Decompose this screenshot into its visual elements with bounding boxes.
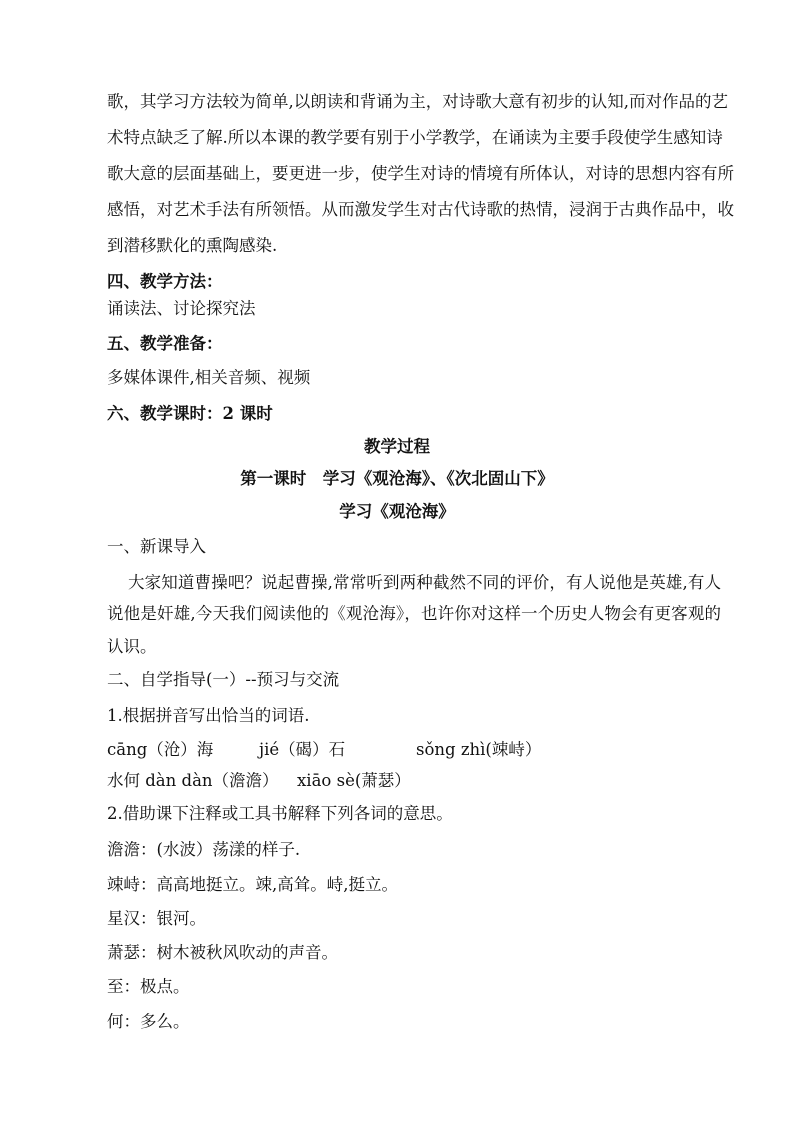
definition-item: 澹澹：(水波）荡漾的样子. [107, 840, 301, 859]
section5-heading: 五、教学准备： [107, 334, 223, 353]
pinyin-row-1 [107, 738, 541, 762]
pinyin-row-2 [107, 769, 411, 793]
section4-content: 诵读法、讨论探究法 [107, 299, 256, 318]
definition-item: 星汉：银河。 [107, 909, 206, 928]
question-1: 1.根据拼音写出恰当的词语. [107, 706, 310, 725]
pinyin-item: cāng（沧）海 [107, 740, 214, 759]
process-title: 教学过程 [364, 437, 430, 456]
pinyin-item: sǒng zhì(竦峙） [416, 740, 542, 759]
pinyin-item: jié（碣）石 [259, 740, 346, 759]
definition-item: 竦峙：高高地挺立。竦,高耸。峙,挺立。 [107, 875, 398, 894]
intro-line-3: 歌大意的层面基础上，要更进一步，使学生对诗的情境有所体认，对诗的思想内容有所 [107, 164, 734, 183]
part2-heading: 二、自学指导(一）--预习与交流 [107, 670, 340, 689]
pinyin-item: 水何 dàn dàn（澹澹） [107, 771, 279, 790]
lesson-title: 第一课时 学习《观沧海》、《次北固山下》 [240, 469, 554, 488]
sub-title: 学习《观沧海》 [339, 502, 455, 521]
pinyin-item: xiāo sè(萧瑟） [297, 771, 411, 790]
intro-line-5: 到潜移默化的熏陶感染. [107, 236, 278, 255]
section6-heading: 六、教学课时：2 课时 [107, 404, 273, 423]
part1-line-1: 大家知道曹操吧？说起曹操,常常听到两种截然不同的评价，有人说他是英雄,有人 [128, 573, 721, 592]
question-2: 2.借助课下注释或工具书解释下列各词的意思。 [107, 804, 453, 823]
part1-heading: 一、新课导入 [107, 537, 206, 556]
section5-content: 多媒体课件,相关音频、视频 [107, 368, 311, 387]
intro-line-2: 术特点缺乏了解.所以本课的教学要有别于小学教学，在诵读为主要手段使学生感知诗 [107, 128, 723, 147]
part1-line-3: 认识。 [107, 637, 157, 656]
intro-line-4: 感悟，对艺术手法有所领悟。从而激发学生对古代诗歌的热情，浸润于古典作品中，收 [107, 200, 734, 219]
intro-line-1: 歌，其学习方法较为简单,以朗读和背诵为主，对诗歌大意有初步的认知,而对作品的艺 [107, 92, 728, 111]
definition-item: 何：多么。 [107, 1012, 190, 1031]
definition-item: 至：极点。 [107, 977, 190, 996]
part1-line-2: 说他是奸雄,今天我们阅读他的《观沧海》，也许你对这样一个历史人物会有更客观的 [107, 604, 721, 623]
definition-item: 萧瑟：树木被秋风吹动的声音。 [107, 943, 338, 962]
section4-heading: 四、教学方法： [107, 272, 223, 291]
